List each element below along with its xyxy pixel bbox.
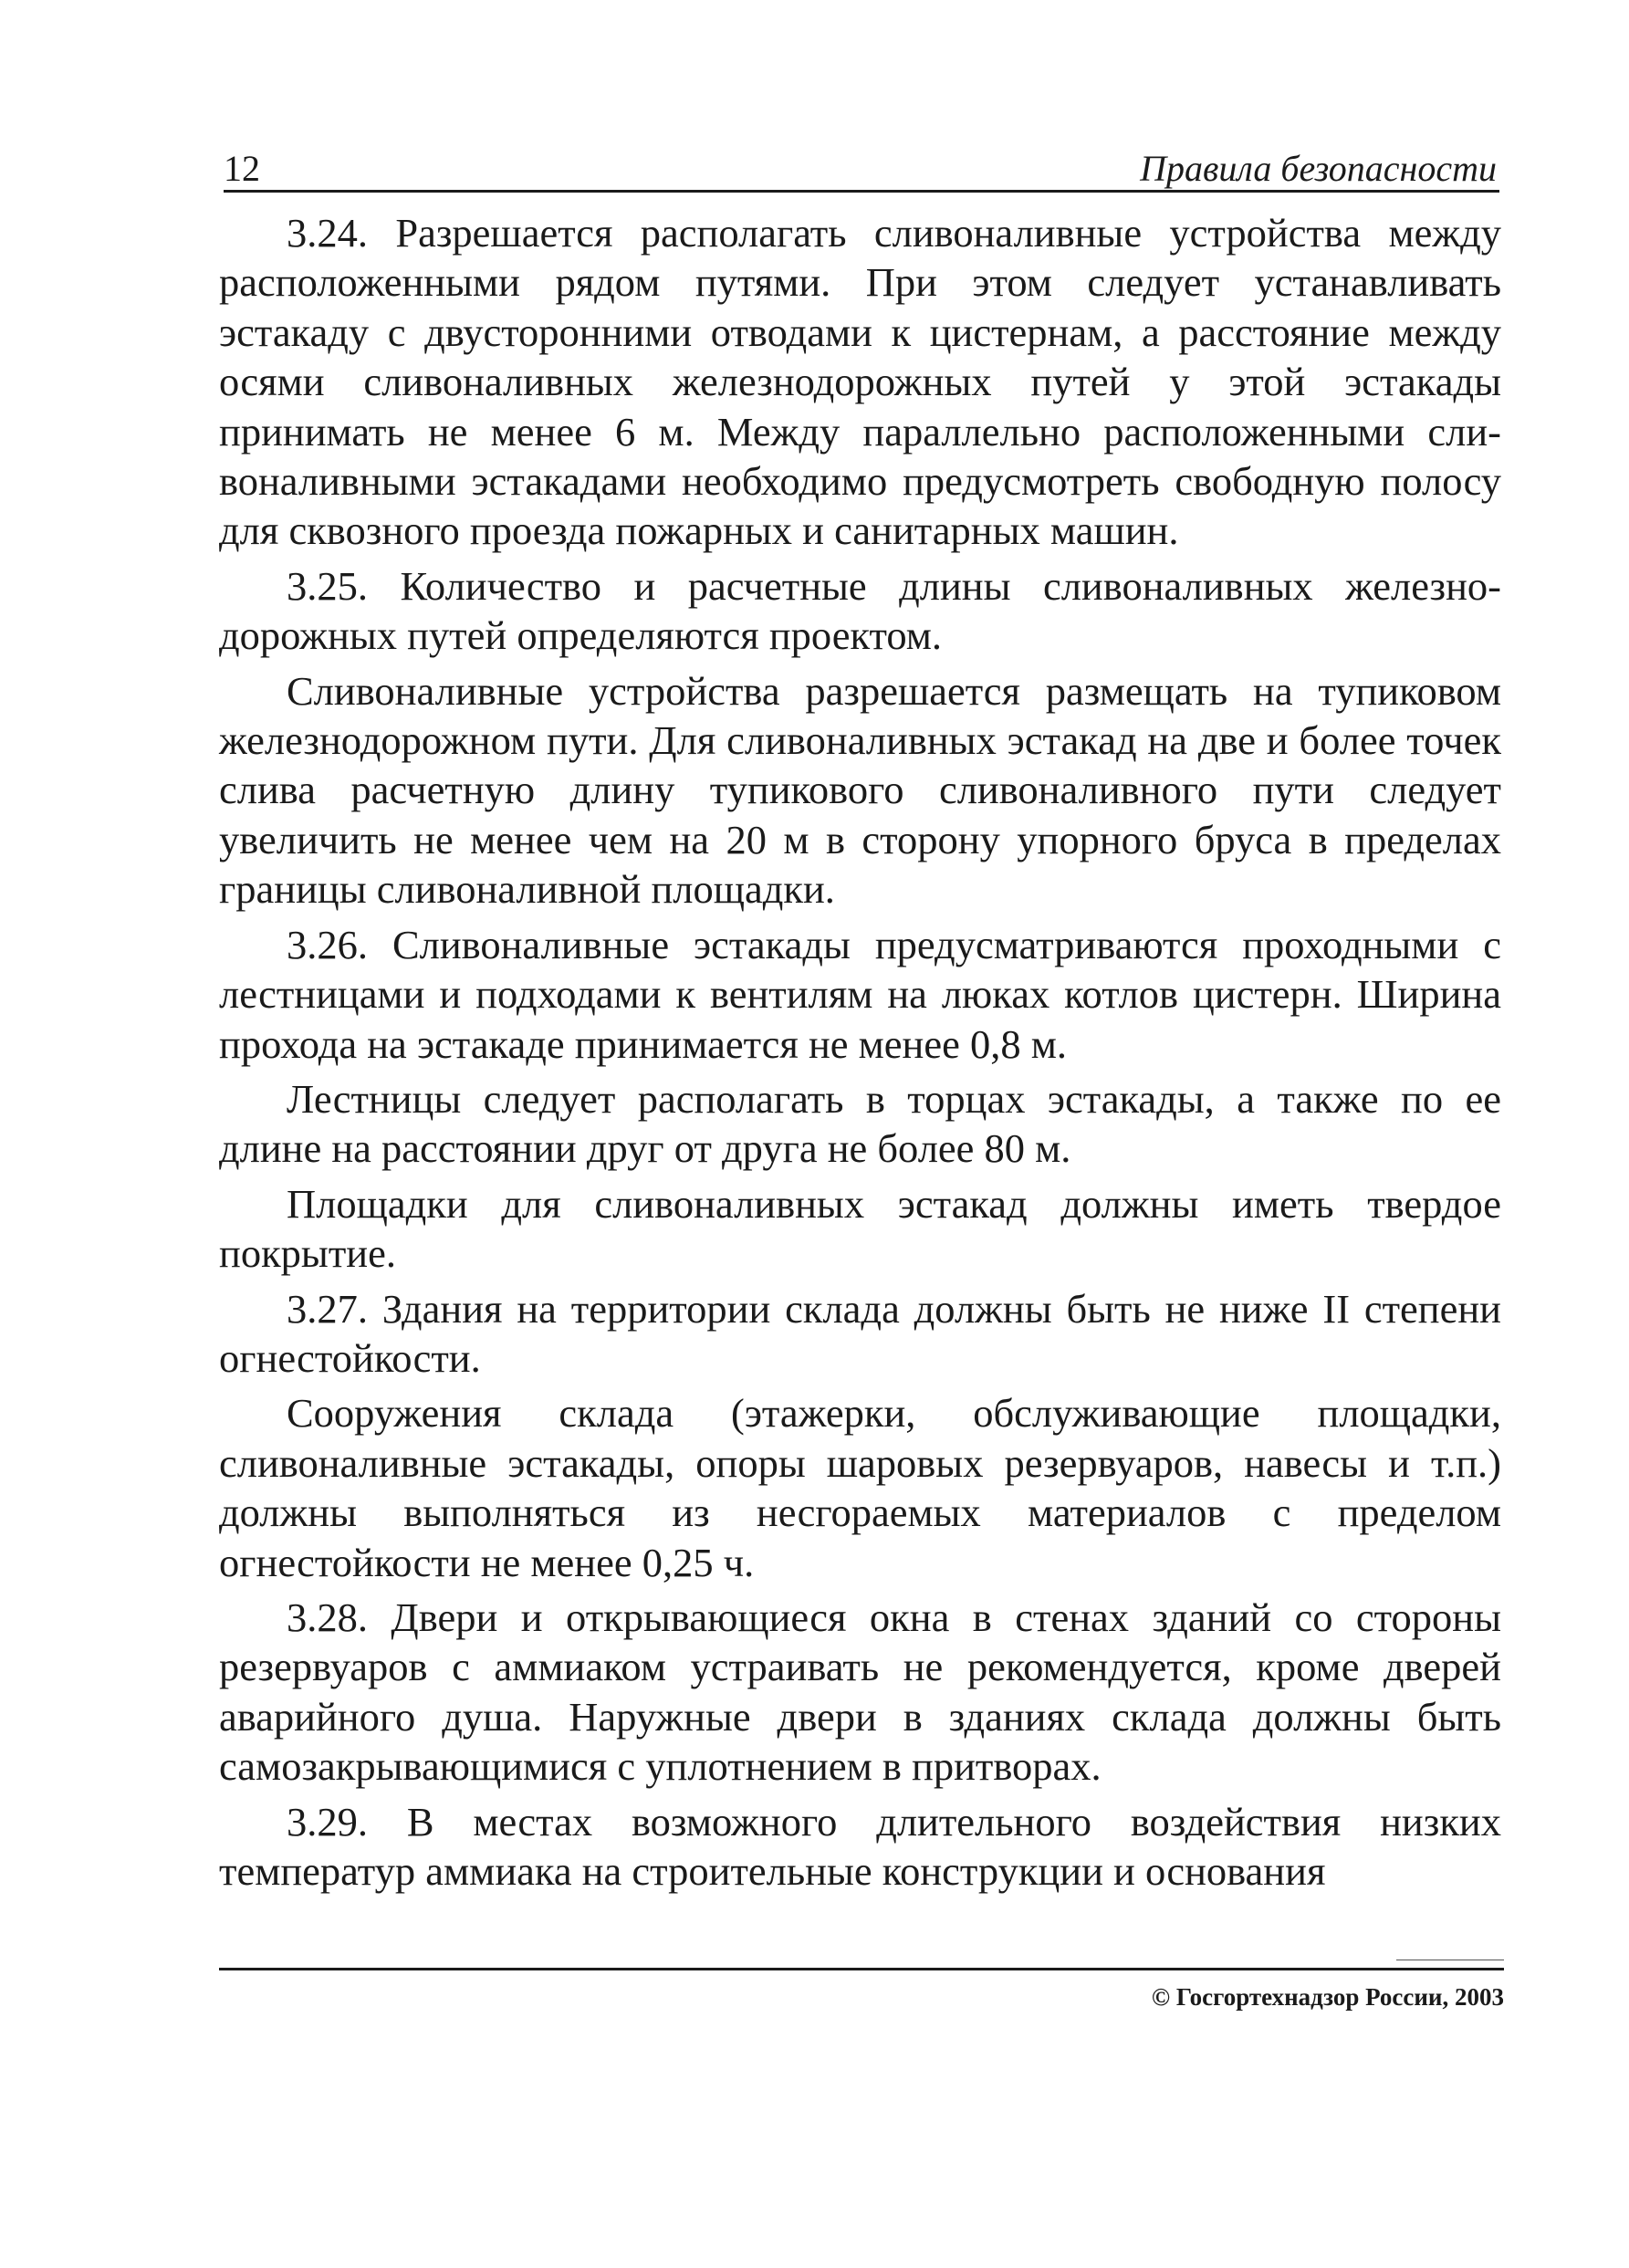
paragraph-3-28: 3.28. Двери и открывающиеся окна в стенах зданий со стороны резервуаров с аммиаком устраивать не рекомендуется, кроме дверей аварийного душа. Наружные двери в зданиях склада должны быть самозакрывающимися с уплотнением в притворах. [219,1594,1501,1790]
paragraph-3-24: 3.24. Разрешается располагать сливоналивные устройства между расположенными рядом путями. При этом следует устанавливать эстакаду с двусторонними отводами к цистернам, а расстояние между осями сливоналивных железнодорожных путей у этой эстакады принимать не менее 6 м. Между параллельно расположенными сливоналивными эстакадами необходимо предусмотреть свободную полосу для сквозного проезда пожарных и санитарных машин. [219,210,1501,554]
paragraph-3-27: 3.27. Здания на территории склада должны быть не ниже II степени огнестойкости. [219,1285,1501,1381]
header-rule [224,190,1499,193]
paragraph-3-29: 3.29. В местах возможного длительного воздействия низких температур аммиака на строительные конструкции и основания [219,1798,1501,1894]
body-text [219,208,1501,1901]
running-header [224,146,1497,201]
page-number: 12 [224,148,260,189]
paragraph-3-26: 3.26. Сливоналивные эстакады предусматриваются проходными с лестницами и подходами к вентилям на люках котлов цистерн. Ширина прохода на эстакаде принимается не менее 0,8 м. [219,921,1501,1067]
paragraph-structures: Сооружения склада (этажерки, обслуживающие площадки, сливоналивные эстакады, опоры шаровых резервуаров, навесы и т.п.) должны выполняться из несгораемых материалов с пределом огнестойкости не менее 0,25 ч. [219,1390,1501,1585]
paragraph-platforms: Площадки для сливоналивных эстакад должны иметь твердое покрытие. [219,1180,1501,1277]
paragraph-3-25: 3.25. Количество и расчетные длины сливоналивных железнодорожных путей определяются проектом. [219,562,1501,659]
paragraph-dead-end-track: Сливоналивные устройства разрешается размещать на тупиковом железнодорожном пути. Для сливоналивных эстакад на две и более точек слива расчетную длину тупикового сливоналивного пути следует увеличить не менее чем на 20 м в сторону упорного бруса в пределах границы сливоналивной площадки. [219,667,1501,913]
copyright-notice: © Госгортехнадзор России, 2003 [1151,1983,1504,2011]
paragraph-stairs: Лестницы следует располагать в торцах эстакады, а также по ее длине на расстоянии друг от друга не более 80 м. [219,1075,1501,1172]
footer-rule [219,1968,1504,1970]
running-title: Правила безопасности [1140,148,1497,189]
